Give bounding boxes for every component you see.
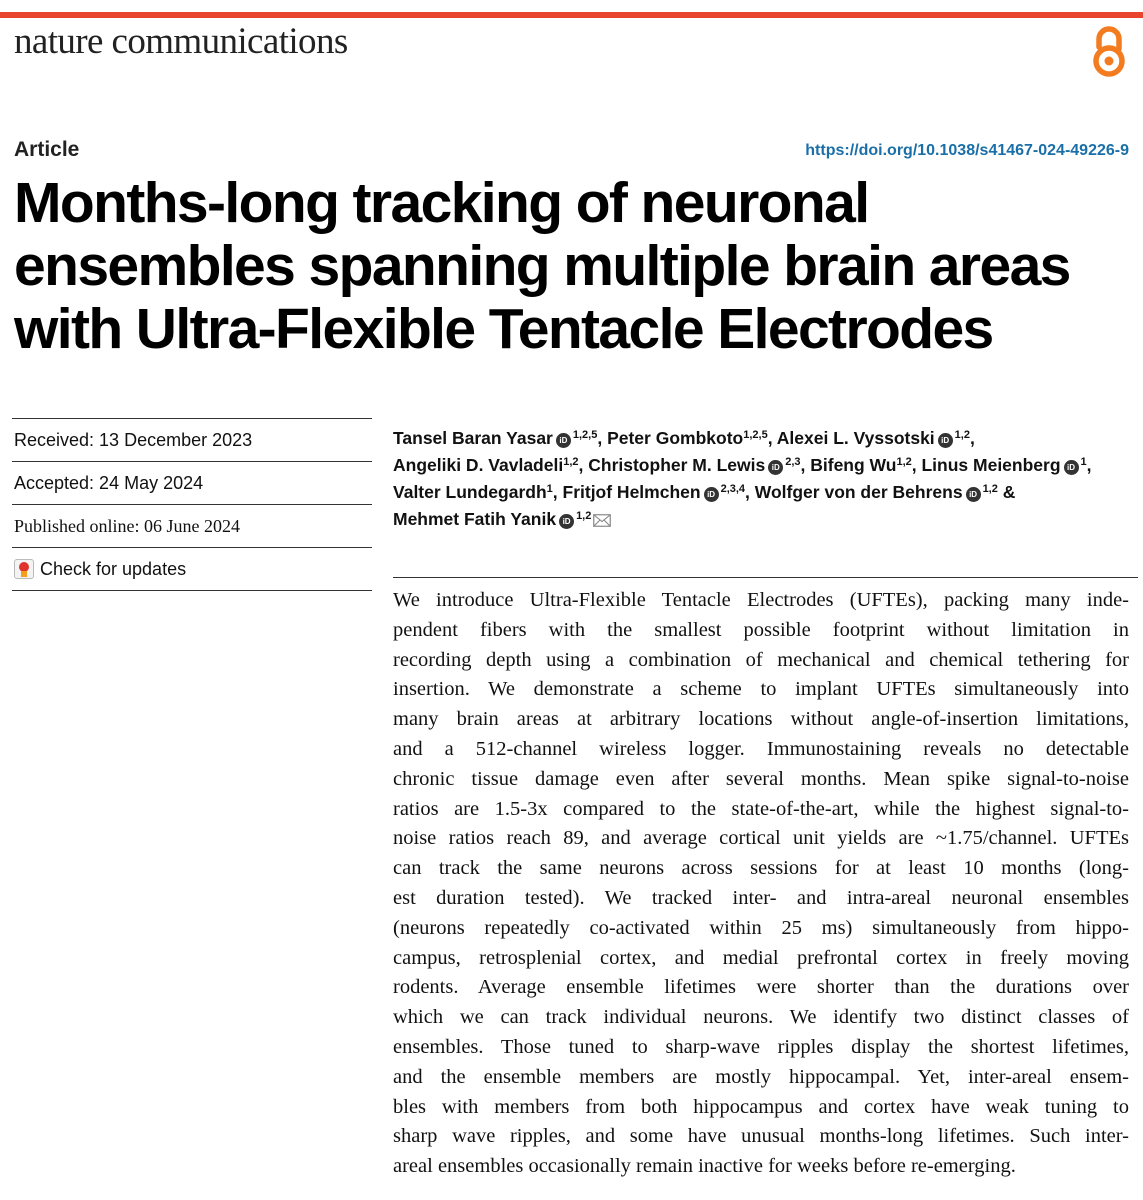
author-name[interactable]	[607, 428, 768, 448]
abstract-line: ensembles. Those tuned to sharp-wave ripples display the shortest lifetimes,	[393, 1035, 1129, 1058]
accent-bar	[0, 12, 1143, 18]
author-name[interactable]	[588, 455, 800, 475]
author-name-text: Linus Meienberg	[921, 455, 1061, 475]
author-name-text: Peter Gombkoto	[607, 428, 744, 448]
abstract-line: recording depth using a combination of mechanical and chemical tethering for	[393, 648, 1129, 671]
orcid-icon[interactable]: iD	[556, 433, 571, 448]
abstract-line: can track the same neurons across sessions for at least 10 months (long-	[393, 857, 1129, 880]
abstract-line: pendent fibers with the smallest possible footprint without limitation in	[393, 618, 1129, 641]
orcid-icon[interactable]: iD	[768, 460, 783, 475]
affiliation-marker[interactable]: 1,2	[896, 456, 912, 468]
author-name-text: Angeliki D. Vavladeli	[393, 455, 564, 475]
envelope-icon[interactable]	[593, 514, 611, 527]
author-name-text: Christopher M. Lewis	[588, 455, 766, 475]
open-access-icon	[1088, 23, 1130, 79]
author-name-text: Tansel Baran Yasar	[393, 428, 553, 448]
affiliation-marker[interactable]: 1,2,5	[572, 429, 598, 441]
article-history	[12, 418, 372, 591]
author-name-text: Bifeng Wu	[810, 455, 897, 475]
abstract-line: and a 512-channel wireless logger. Immunostaining reveals no detectable	[393, 737, 1129, 760]
check-for-updates-label: Check for updates	[40, 558, 187, 579]
abstract-line: (neurons repeatedly co-activated within 25 ms) simultaneously from hippo-	[393, 916, 1129, 939]
author-name[interactable]	[921, 455, 1086, 475]
affiliation-marker[interactable]: 1	[546, 483, 553, 495]
received-date: Received: 13 December 2023	[12, 418, 372, 461]
abstract-line: areal ensembles occasionally remain inactive for weeks before re-emerging.	[393, 1155, 1016, 1178]
author-name[interactable]	[563, 482, 746, 502]
affiliation-marker[interactable]: 1,2	[563, 456, 579, 468]
affiliation-marker[interactable]: 1,2	[954, 429, 970, 441]
author-name-text: Fritjof Helmchen	[562, 482, 701, 502]
abstract-line: rodents. Average ensemble lifetimes were shorter than the durations over	[393, 976, 1129, 999]
author-name-text: Wolfger von der Behrens	[754, 482, 963, 502]
journal-name[interactable]: nature communications	[14, 21, 348, 62]
abstract-line: est duration tested). We tracked inter- and intra-areal neuronal ensembles	[393, 886, 1129, 909]
crossmark-icon	[14, 559, 34, 579]
orcid-icon[interactable]: iD	[966, 487, 981, 502]
abstract-line: many brain areas at arbitrary locations without angle-of-insertion limitations,	[393, 708, 1129, 731]
abstract-line: ratios are 1.5-3x compared to the state-of-the-art, while the highest signal-to-	[393, 797, 1129, 820]
author-name[interactable]	[755, 482, 998, 502]
affiliation-marker[interactable]: 1,2	[576, 510, 592, 522]
published-date: Published online: 06 June 2024	[12, 504, 372, 547]
affiliation-marker[interactable]: 2,3	[785, 456, 801, 468]
author-name-text: Valter Lundegardh	[393, 482, 547, 502]
abstract-line: bles with members from both hippocampus and cortex have weak tuning to	[393, 1095, 1129, 1118]
doi-link[interactable]: https://doi.org/10.1038/s41467-024-49226-9	[805, 142, 1129, 159]
abstract-line: We introduce Ultra-Flexible Tentacle Electrodes (UFTEs), packing many inde-	[393, 589, 1129, 611]
abstract-line: insertion. We demonstrate a scheme to implant UFTEs simultaneously into	[393, 678, 1129, 701]
author-name[interactable]	[777, 428, 970, 448]
orcid-icon[interactable]: iD	[938, 433, 953, 448]
author-name-text: Alexei L. Vyssotski	[776, 428, 935, 448]
affiliation-marker[interactable]: 1,2,5	[743, 429, 768, 441]
meta-divider	[12, 590, 372, 591]
article-type-label: Article	[14, 138, 80, 161]
orcid-icon[interactable]: iD	[559, 514, 574, 529]
abstract-line: which we can track individual neurons. We identify two distinct classes of	[393, 1006, 1129, 1029]
orcid-icon[interactable]: iD	[1064, 460, 1079, 475]
accepted-date: Accepted: 24 May 2024	[12, 461, 372, 504]
author-name[interactable]	[393, 428, 597, 448]
abstract	[393, 586, 1129, 1182]
check-for-updates-button[interactable]	[12, 547, 372, 590]
affiliation-marker[interactable]: 1,2	[982, 483, 998, 495]
abstract-line: sharp wave ripples, and some have unusual months-long lifetimes. Such inter-	[393, 1125, 1129, 1148]
abstract-line: chronic tissue damage even after several months. Mean spike signal-to-noise	[393, 767, 1129, 790]
author-name[interactable]	[393, 482, 553, 502]
abstract-divider	[393, 577, 1138, 578]
abstract-line: campus, retrosplenial cortex, and medial prefrontal cortex in freely moving	[393, 946, 1129, 969]
abstract-line: noise ratios reach 89, and average cortical unit yields are ~1.75/channel. UFTEs	[393, 827, 1129, 850]
article-title: Months-long tracking of neuronal ensembles spanning multiple brain areas with Ultra-Flexible Tentacle Electrodes	[14, 171, 1070, 361]
author-name[interactable]	[393, 455, 579, 475]
author-name[interactable]	[810, 455, 912, 475]
author-list: Tansel Baran Yasar iD $^{1,2,5}$, Peter Gombkoto$^{1,2,5}$, Alexei L. Vyssotski iD $^{1,2}$, Angeliki D. Vavladeli$^{1,2}$, Christopher M. Lewis iD $^{2,3}$, Bifeng Wu$^{1,2}$, Linus Meienberg iD $^1$, Valter Lundegardh$^1$, Fritjof Helmchen iD $^{2,3,4}$, Wolfger von der Behrens iD $^{1,2}$ & Mehmet Fatih Yanik iD $^{1,2}$	[393, 428, 1092, 529]
orcid-icon[interactable]: iD	[704, 487, 719, 502]
abstract-line: and the ensemble members are mostly hippocampal. Yet, inter-areal ensem-	[393, 1065, 1129, 1088]
author-name[interactable]	[393, 509, 611, 529]
author-name-text: Mehmet Fatih Yanik	[393, 509, 557, 529]
affiliation-marker[interactable]: 1	[1080, 456, 1087, 468]
affiliation-marker[interactable]: 2,3,4	[720, 483, 746, 495]
